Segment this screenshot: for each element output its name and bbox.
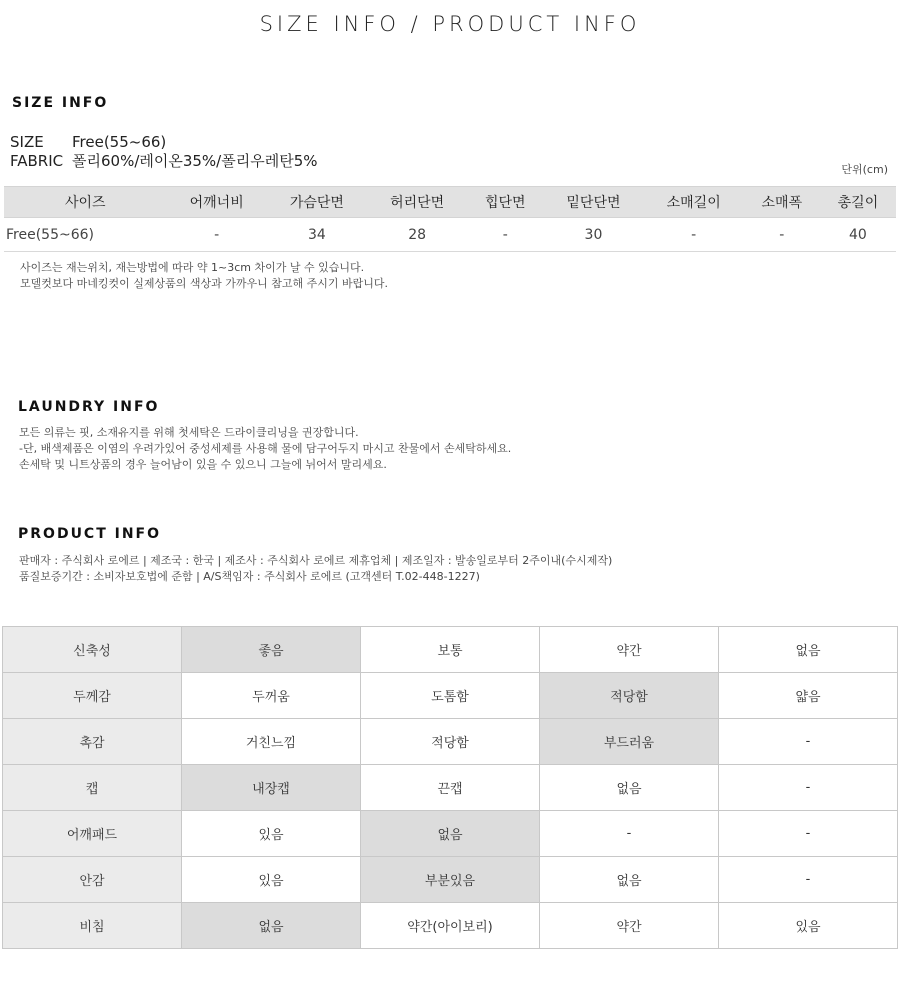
laundry-line: -단, 배색제품은 이염의 우려가있어 중성세제를 사용해 물에 담구어두지 마시고 찬물에서 손세탁하세요. xyxy=(19,442,512,455)
attribute-option: 약간 xyxy=(540,903,719,949)
attribute-option: 약간 xyxy=(540,627,719,673)
size-cell: - xyxy=(744,218,820,252)
product-notes xyxy=(19,553,612,585)
size-cell: 28 xyxy=(367,218,467,252)
attribute-option: 도톰함 xyxy=(361,673,540,719)
laundry-line: 손세탁 및 니트상품의 경우 늘어남이 있을 수 있으니 그늘에 뉘어서 말리세요. xyxy=(19,458,387,471)
attribute-option: 없음 xyxy=(540,857,719,903)
attribute-option: - xyxy=(719,857,898,903)
laundry-info-heading: LAUNDRY INFO xyxy=(18,399,160,415)
fabric-value: 폴리60%/레이온35%/폴리우레탄5% xyxy=(72,152,318,170)
size-note: 모델컷보다 마네킹컷이 실제상품의 색상과 가까우니 참고해 주시기 바랍니다. xyxy=(20,277,389,290)
size-table xyxy=(4,186,896,252)
size-note: 사이즈는 재는위치, 재는방법에 따라 약 1~3cm 차이가 날 수 있습니다. xyxy=(20,261,365,274)
product-line: 품질보증기간 : 소비자보호법에 준함 | A/S책임자 : 주식회사 로에르 (고객센터 T.02-448-1227) xyxy=(19,570,480,583)
attribute-option: 보통 xyxy=(361,627,540,673)
fabric-row xyxy=(10,150,318,171)
attribute-option-selected: 없음 xyxy=(361,811,540,857)
size-value: Free(55~66) xyxy=(72,133,167,151)
attribute-option: - xyxy=(719,719,898,765)
attribute-label: 두께감 xyxy=(3,673,182,719)
size-cell: - xyxy=(644,218,744,252)
size-info-heading: SIZE INFO xyxy=(12,95,109,111)
attribute-row xyxy=(3,765,898,811)
attribute-option: - xyxy=(540,811,719,857)
size-cell: - xyxy=(467,218,543,252)
attribute-option-selected: 좋음 xyxy=(182,627,361,673)
attribute-option: - xyxy=(719,765,898,811)
attribute-row xyxy=(3,719,898,765)
attribute-option: 없음 xyxy=(719,627,898,673)
size-col-header: 총길이 xyxy=(820,187,896,218)
size-label: SIZE xyxy=(10,133,44,151)
size-col-header: 허리단면 xyxy=(367,187,467,218)
size-col-header: 어깨너비 xyxy=(167,187,267,218)
size-notes xyxy=(20,260,388,292)
attribute-option: 있음 xyxy=(182,811,361,857)
size-col-header: 밑단단면 xyxy=(543,187,643,218)
size-cell: Free(55~66) xyxy=(4,218,167,252)
attribute-option: 거친느낌 xyxy=(182,719,361,765)
product-info-heading: PRODUCT INFO xyxy=(18,526,162,542)
size-col-header: 소매길이 xyxy=(644,187,744,218)
attribute-option-selected: 적당함 xyxy=(540,673,719,719)
attribute-row xyxy=(3,903,898,949)
attribute-label: 캡 xyxy=(3,765,182,811)
attribute-option: - xyxy=(719,811,898,857)
attribute-option: 있음 xyxy=(719,903,898,949)
size-col-header: 가슴단면 xyxy=(267,187,367,218)
attribute-option-selected: 내장캡 xyxy=(182,765,361,811)
attribute-label: 촉감 xyxy=(3,719,182,765)
attribute-row xyxy=(3,857,898,903)
page-title: SIZE INFO / PRODUCT INFO xyxy=(259,12,641,36)
size-cell: 34 xyxy=(267,218,367,252)
attribute-option: 적당함 xyxy=(361,719,540,765)
attribute-label: 신축성 xyxy=(3,627,182,673)
attribute-row xyxy=(3,811,898,857)
size-cell: - xyxy=(167,218,267,252)
attribute-option: 약간(아이보리) xyxy=(361,903,540,949)
attribute-option-selected: 없음 xyxy=(182,903,361,949)
unit-label: 단위(cm) xyxy=(841,163,888,176)
attribute-option: 얇음 xyxy=(719,673,898,719)
attribute-row xyxy=(3,673,898,719)
size-cell: 40 xyxy=(820,218,896,252)
attribute-option-selected: 부드러움 xyxy=(540,719,719,765)
size-col-header: 소매폭 xyxy=(744,187,820,218)
attribute-option: 있음 xyxy=(182,857,361,903)
size-row xyxy=(10,133,166,151)
laundry-notes xyxy=(19,425,511,473)
size-cell: 30 xyxy=(543,218,643,252)
attribute-option: 끈캡 xyxy=(361,765,540,811)
attribute-option: 두꺼움 xyxy=(182,673,361,719)
attribute-option-selected: 부분있음 xyxy=(361,857,540,903)
attribute-label: 안감 xyxy=(3,857,182,903)
attribute-label: 비침 xyxy=(3,903,182,949)
attribute-row xyxy=(3,627,898,673)
laundry-line: 모든 의류는 핏, 소재유지를 위해 첫세탁은 드라이클리닝을 권장합니다. xyxy=(19,426,359,439)
attribute-label: 어깨패드 xyxy=(3,811,182,857)
size-table-header xyxy=(4,187,896,218)
attribute-option: 없음 xyxy=(540,765,719,811)
attribute-table xyxy=(2,626,898,949)
size-col-header: 힙단면 xyxy=(467,187,543,218)
table-row xyxy=(4,218,896,252)
product-line: 판매자 : 주식회사 로에르 | 제조국 : 한국 | 제조사 : 주식회사 로에르 제휴업체 | 제조일자 : 발송일로부터 2주이내(수시제작) xyxy=(19,554,613,567)
size-col-header: 사이즈 xyxy=(4,187,167,218)
fabric-label: FABRIC xyxy=(10,152,64,170)
